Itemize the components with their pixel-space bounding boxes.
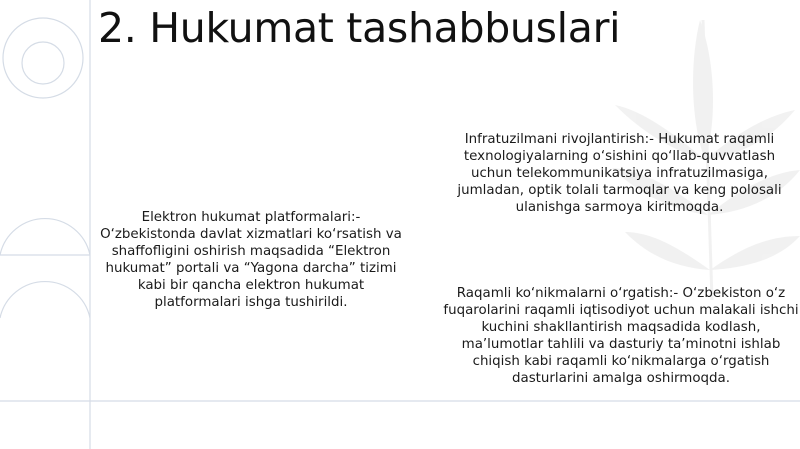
arch-outline-lower xyxy=(0,282,90,318)
text-block-electronic-government: Elektron hukumat platformalari:- O‘zbekistonda davlat xizmatlari ko‘rsatish va shaffofligini oshirish maqsadida “Elektron hukumat” portali va “Yagona darcha” tizimi kabi bir qancha elektron hukumat platformalari ishga tushirildi. xyxy=(100,210,402,310)
arch-outline-upper xyxy=(0,219,90,255)
text-block-infrastructure: Infratuzilmani rivojlantirish:- Hukumat raqamli texnologiyalarning o‘sishini qo‘llab-quvvatlash uchun telekommunikatsiya infratuzilmasiga, jumladan, optik tolali tarmoqlar va keng polosali ulanishga sarmoya kiritmoqda. xyxy=(457,132,782,215)
slide-title: 2. Hukumat tashabbuslari xyxy=(98,4,621,52)
text-block-digital-skills: Raqamli ko‘nikmalarni o‘rgatish:- O‘zbekiston o‘z fuqarolarini raqamli iqtisodiyot uchun malakali ishchi kuchini shakllantirish maqsadida kodlash, ma’lumotlar tahlili va dasturiy ta’minotni ishlab chiqish kabi raqamli ko‘nikmalarga o‘rgatish dasturlarini amalga oshirmoqda. xyxy=(443,286,799,386)
outer-circle-outline xyxy=(3,18,83,98)
inner-circle-outline xyxy=(22,42,64,84)
